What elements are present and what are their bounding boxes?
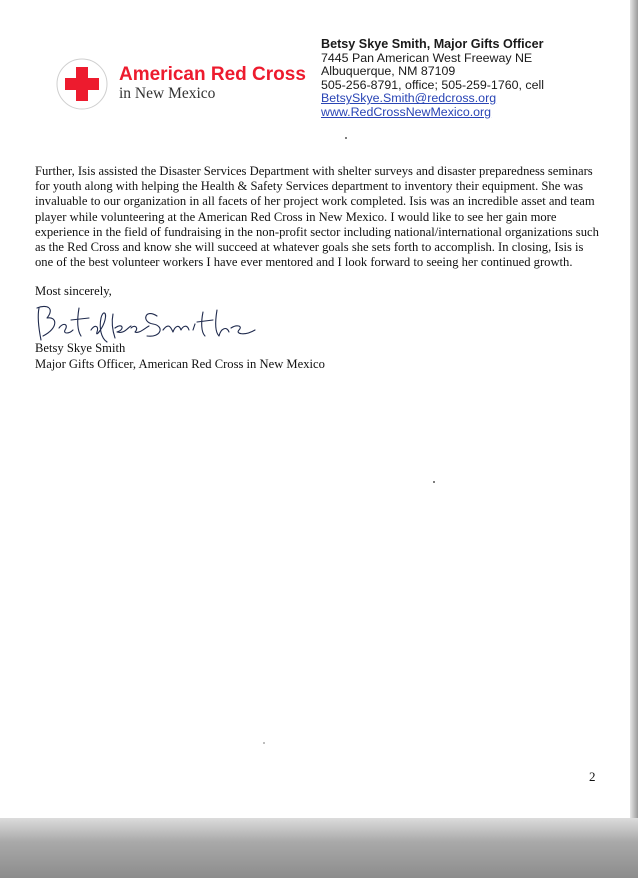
red-cross-emblem-icon <box>56 58 108 110</box>
paragraph-line: as the Red Cross and know she will succeed at whatever goals she sets forth to accomplish. In closing, Isis is <box>35 240 584 255</box>
org-region: in New Mexico <box>119 85 216 102</box>
contact-address-line1: 7445 Pan American West Freeway NE <box>321 50 533 65</box>
contact-block <box>321 38 621 120</box>
scan-speck <box>263 742 265 744</box>
letter-closing: Most sincerely, <box>35 284 112 298</box>
letter-paragraph <box>35 164 601 270</box>
paragraph-line: player while volunteering at the American Red Cross in New Mexico. I would like to see her gain more <box>35 209 557 224</box>
page-number: 2 <box>589 769 596 784</box>
scan-shadow-bottom <box>0 818 638 878</box>
contact-name-title: Betsy Skye Smith, Major Gifts Officer <box>321 37 544 51</box>
scan-speck <box>345 137 347 139</box>
contact-address-line2: Albuquerque, NM 87109 <box>321 64 456 79</box>
paragraph-line: one of the best volunteer workers I have ever mentored and I look forward to seeing her continued growth. <box>35 255 573 270</box>
paragraph-line: for youth along with helping the Health & Safety Services department to inventory their equipment. She was <box>35 179 584 194</box>
contact-website-link[interactable]: www.RedCrossNewMexico.org <box>321 104 492 119</box>
scan-shadow-right <box>630 0 638 878</box>
paragraph-line: Further, Isis assisted the Disaster Services Department with shelter surveys and disaster preparedness seminars <box>35 164 593 178</box>
signer-name: Betsy Skye Smith <box>35 341 126 355</box>
org-name: American Red Cross <box>119 64 306 85</box>
signer-title: Major Gifts Officer, American Red Cross in New Mexico <box>35 357 325 371</box>
paragraph-line: experience in the field of fundraising in the non-profit sector including national/international organizations such <box>35 224 599 239</box>
letterhead-logo <box>56 58 316 110</box>
contact-phone: 505-256-8791, office; 505-259-1760, cell <box>321 77 544 92</box>
contact-email-link[interactable]: BetsySkye.Smith@redcross.org <box>321 91 497 106</box>
scan-speck <box>433 481 435 483</box>
paragraph-line: invaluable to our organization in all facets of her project work completed. Isis was an incredible asset and team <box>35 194 595 209</box>
handwritten-signature <box>33 298 293 346</box>
